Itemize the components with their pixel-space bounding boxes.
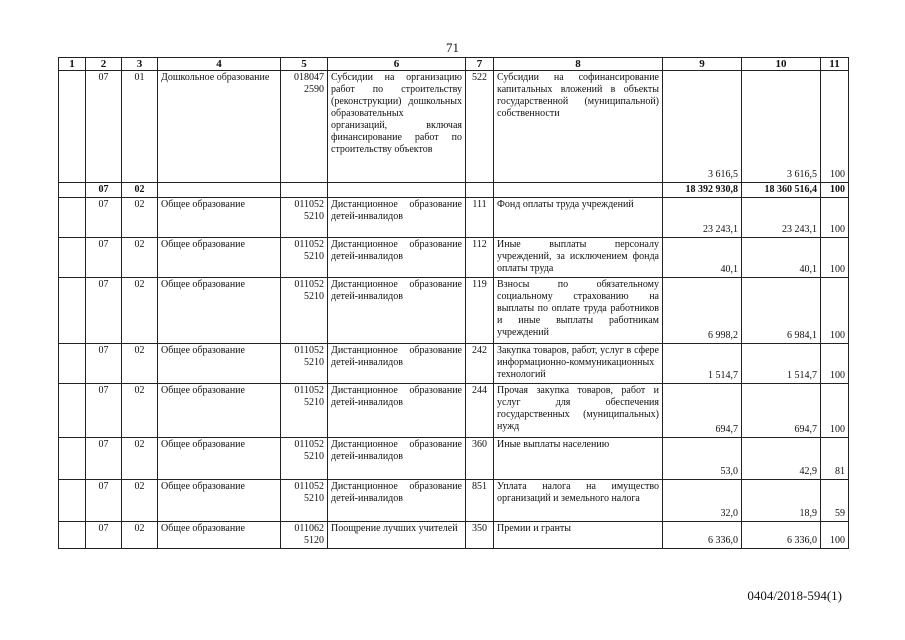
- table-cell-c6: Дистанционное образование детей-инвалидов: [328, 238, 466, 278]
- table-cell-c8: Премии и гранты: [494, 522, 663, 549]
- table-cell-c6: Дистанционное образование детей-инвалидов: [328, 480, 466, 522]
- table-cell-c6: Дистанционное образование детей-инвалидов: [328, 384, 466, 438]
- table-cell-c7: 851: [466, 480, 494, 522]
- table-cell-c1: [59, 438, 86, 480]
- table-cell-c2: 07: [86, 198, 122, 238]
- table-cell-c1: [59, 480, 86, 522]
- table-cell-c3: 02: [122, 238, 158, 278]
- table-cell-c10: 694,7: [742, 384, 821, 438]
- table-cell-c9: 3 616,5: [663, 71, 742, 183]
- table-cell-c7: 244: [466, 384, 494, 438]
- table-cell-c5: 011052 5210: [281, 384, 328, 438]
- table-cell-c4: Общее образование: [158, 522, 281, 549]
- table-cell-c2: 07: [86, 480, 122, 522]
- table-row: [59, 198, 849, 238]
- column-header: 11: [821, 58, 849, 71]
- table-cell-c8: Субсидии на софинансирование капитальных вложений в объекты государственной (муниципальной) собственности: [494, 71, 663, 183]
- table-cell-c5: 011052 5210: [281, 480, 328, 522]
- table-cell-c9: 1 514,7: [663, 344, 742, 384]
- table-cell-c7: 112: [466, 238, 494, 278]
- table-cell-c5: 011062 5120: [281, 522, 328, 549]
- table-cell-c6: Дистанционное образование детей-инвалидов: [328, 344, 466, 384]
- table-cell-c6: Дистанционное образование детей-инвалидов: [328, 198, 466, 238]
- page-number: 71: [446, 40, 459, 55]
- table-cell-c8: [494, 183, 663, 198]
- table-cell-c10: 18,9: [742, 480, 821, 522]
- table-cell-c7: 111: [466, 198, 494, 238]
- table-cell-c4: Общее образование: [158, 438, 281, 480]
- column-header: 6: [328, 58, 466, 71]
- column-header: 2: [86, 58, 122, 71]
- table-cell-c4: Общее образование: [158, 198, 281, 238]
- table-cell-c5: 011052 5210: [281, 278, 328, 344]
- table-cell-c8: Прочая закупка товаров, работ и услуг для обеспечения государственных (муниципальных) нужд: [494, 384, 663, 438]
- table-cell-c10: 18 360 516,4: [742, 183, 821, 198]
- table-cell-c11: 100: [821, 238, 849, 278]
- table-cell-c2: 07: [86, 344, 122, 384]
- table-cell-c5: 018047 2590: [281, 71, 328, 183]
- table-cell-c8: Закупка товаров, работ, услуг в сфере информационно-коммуникационных технологий: [494, 344, 663, 384]
- table-cell-c8: Фонд оплаты труда учреждений: [494, 198, 663, 238]
- table-cell-c9: 53,0: [663, 438, 742, 480]
- table-row: [59, 522, 849, 549]
- table-cell-c7: 350: [466, 522, 494, 549]
- table-cell-c11: 81: [821, 438, 849, 480]
- column-header: 7: [466, 58, 494, 71]
- table-cell-c2: 07: [86, 384, 122, 438]
- table-cell-c8: Уплата налога на имущество организаций и земельного налога: [494, 480, 663, 522]
- table-cell-c3: 02: [122, 278, 158, 344]
- table-cell-c1: [59, 198, 86, 238]
- table-cell-c2: 07: [86, 278, 122, 344]
- table-cell-c10: 40,1: [742, 238, 821, 278]
- table-row: [59, 438, 849, 480]
- table-cell-c7: 522: [466, 71, 494, 183]
- table-cell-c10: 42,9: [742, 438, 821, 480]
- column-header: 4: [158, 58, 281, 71]
- table-cell-c4: Общее образование: [158, 384, 281, 438]
- table-cell-c3: 02: [122, 438, 158, 480]
- table-cell-c10: 6 984,1: [742, 278, 821, 344]
- table-cell-c1: [59, 344, 86, 384]
- table-cell-c6: Субсидии на организацию работ по строительству (реконструкции) дошкольных образовательных организаций, включая финансирование работ по строительству объектов: [328, 71, 466, 183]
- table-cell-c11: 100: [821, 183, 849, 198]
- table-cell-c2: 07: [86, 238, 122, 278]
- table-cell-c6: Дистанционное образование детей-инвалидов: [328, 278, 466, 344]
- table-cell-c3: 01: [122, 71, 158, 183]
- table-cell-c2: 07: [86, 183, 122, 198]
- table-cell-c5: 011052 5210: [281, 344, 328, 384]
- table-cell-c8: Иные выплаты персоналу учреждений, за исключением фонда оплаты труда: [494, 238, 663, 278]
- table-row: [59, 480, 849, 522]
- table-cell-c3: 02: [122, 198, 158, 238]
- table-cell-c9: 23 243,1: [663, 198, 742, 238]
- table-cell-c4: Общее образование: [158, 278, 281, 344]
- table-cell-c11: 100: [821, 384, 849, 438]
- table-cell-c1: [59, 238, 86, 278]
- table-cell-c2: 07: [86, 522, 122, 549]
- table-cell-c11: 100: [821, 344, 849, 384]
- column-header: 1: [59, 58, 86, 71]
- table-cell-c1: [59, 522, 86, 549]
- table-cell-c5: 011052 5210: [281, 438, 328, 480]
- table-cell-c5: 011052 5210: [281, 238, 328, 278]
- table-row: [59, 278, 849, 344]
- table-cell-c4: Дошкольное образование: [158, 71, 281, 183]
- column-header: 3: [122, 58, 158, 71]
- table-cell-c10: 6 336,0: [742, 522, 821, 549]
- column-header: 5: [281, 58, 328, 71]
- table-cell-c1: [59, 71, 86, 183]
- table-cell-c7: 360: [466, 438, 494, 480]
- table-cell-c3: 02: [122, 183, 158, 198]
- table-header-row: [59, 58, 849, 71]
- table-cell-c5: 011052 5210: [281, 198, 328, 238]
- table-cell-c4: [158, 183, 281, 198]
- table-cell-c8: Иные выплаты населению: [494, 438, 663, 480]
- table-cell-c8: Взносы по обязательному социальному страхованию на выплаты по оплате труда работников и иные выплаты работникам учреждений: [494, 278, 663, 344]
- table-cell-c11: 100: [821, 198, 849, 238]
- table-cell-c9: 40,1: [663, 238, 742, 278]
- table-cell-c9: 6 336,0: [663, 522, 742, 549]
- table-cell-c4: Общее образование: [158, 480, 281, 522]
- table-cell-c3: 02: [122, 384, 158, 438]
- table-cell-c9: 32,0: [663, 480, 742, 522]
- document-number: 0404/2018-594(1): [747, 588, 842, 603]
- table-cell-c9: 6 998,2: [663, 278, 742, 344]
- table-cell-c4: Общее образование: [158, 344, 281, 384]
- table-cell-c7: [466, 183, 494, 198]
- table-cell-c11: 100: [821, 71, 849, 183]
- table-row: [59, 344, 849, 384]
- table-cell-c6: Поощрение лучших учителей: [328, 522, 466, 549]
- table-cell-c2: 07: [86, 438, 122, 480]
- table-cell-c11: 59: [821, 480, 849, 522]
- table-cell-c2: 07: [86, 71, 122, 183]
- table-cell-c3: 02: [122, 344, 158, 384]
- table-cell-c1: [59, 384, 86, 438]
- table-cell-c10: 3 616,5: [742, 71, 821, 183]
- column-header: 10: [742, 58, 821, 71]
- table-cell-c7: 119: [466, 278, 494, 344]
- table-row: [59, 71, 849, 183]
- table-cell-c1: [59, 278, 86, 344]
- table-row: [59, 183, 849, 198]
- table-cell-c7: 242: [466, 344, 494, 384]
- table-cell-c9: 694,7: [663, 384, 742, 438]
- budget-table: [58, 57, 849, 549]
- table-cell-c5: [281, 183, 328, 198]
- table-cell-c11: 100: [821, 278, 849, 344]
- table-cell-c10: 23 243,1: [742, 198, 821, 238]
- column-header: 9: [663, 58, 742, 71]
- table-row: [59, 238, 849, 278]
- table-cell-c3: 02: [122, 522, 158, 549]
- table-cell-c3: 02: [122, 480, 158, 522]
- table-cell-c9: 18 392 930,8: [663, 183, 742, 198]
- table-cell-c1: [59, 183, 86, 198]
- column-header: 8: [494, 58, 663, 71]
- table-cell-c10: 1 514,7: [742, 344, 821, 384]
- table-cell-c4: Общее образование: [158, 238, 281, 278]
- table-cell-c11: 100: [821, 522, 849, 549]
- table-row: [59, 384, 849, 438]
- table-cell-c6: [328, 183, 466, 198]
- table-cell-c6: Дистанционное образование детей-инвалидов: [328, 438, 466, 480]
